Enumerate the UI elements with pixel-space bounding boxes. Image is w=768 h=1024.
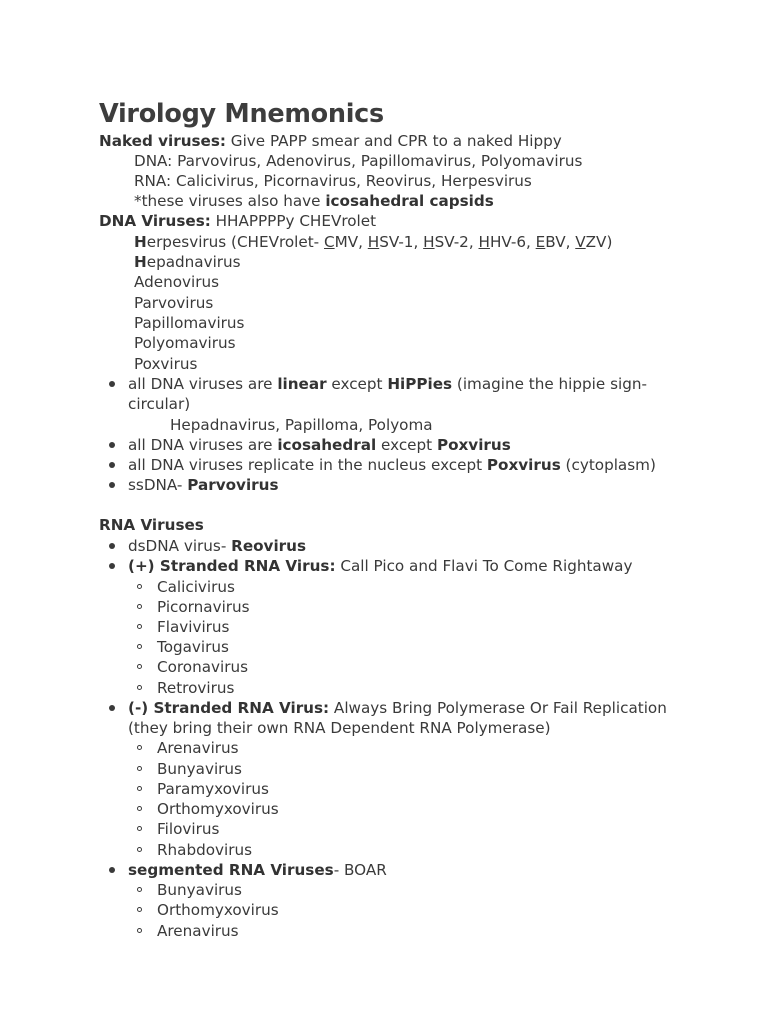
naked-note-line [134,191,494,211]
herpes-h3-rest: HV-6, [489,233,536,251]
nucleus-text-a: all DNA viruses replicate in the nucleus except [128,456,487,474]
linear-text-c: except [326,375,388,393]
linear-bullet-wrap: circular) [128,395,191,413]
nucleus-bullet-line [128,455,656,475]
sub-bullet-marker [137,928,142,933]
plus-strand-item: Togavirus [157,638,229,656]
sub-bullet-marker [137,745,142,750]
herpes-initial: H [134,233,147,251]
naked-viruses-label: Naked viruses: [99,132,226,150]
dna-viruses-label: DNA Viruses: [99,212,211,230]
sub-bullet-marker [137,826,142,831]
naked-viruses-mnemonic: Give PAPP smear and CPR to a naked Hippy [225,132,562,150]
segmented-item: Orthomyxovirus [157,901,279,919]
dna-viruses-line [99,211,376,231]
herpesvirus-line [134,232,612,252]
herpes-h1: H [367,233,380,251]
minus-strand-mnemonic: Always Bring Polymerase Or Fail Replication [329,699,667,717]
plus-strand-item: Flavivirus [157,618,230,636]
plus-strand-label: (+) Stranded RNA Virus: [128,557,336,575]
naked-dna-line: DNA: Parvovirus, Adenovirus, Papillomavirus, Polyomavirus [134,152,583,170]
plus-strand-item: Calicivirus [157,578,235,596]
sub-bullet-marker [137,907,142,912]
dna-viruses-mnemonic: HHAPPPPy CHEVrolet [210,212,377,230]
plus-strand-mnemonic: Call Pico and Flavi To Come Rightaway [335,557,633,575]
minus-strand-item: Bunyavirus [157,760,242,778]
minus-strand-item: Filovirus [157,820,220,838]
dna-list-item: Adenovirus [134,273,220,291]
sub-bullet-marker [137,624,142,629]
herpes-v: V [575,233,586,251]
nucleus-poxvirus: Poxvirus [486,456,561,474]
herpes-e-rest: BV, [545,233,576,251]
linear-bold: linear [277,375,327,393]
bullet-marker [109,381,115,387]
sub-bullet-marker [137,604,142,609]
plus-strand-item: Retrovirus [157,679,235,697]
bullet-marker [109,705,115,711]
icosa-text-a: all DNA viruses are [128,436,278,454]
bullet-marker [109,442,115,448]
minus-strand-bullet-line [128,698,667,718]
sub-bullet-marker [137,806,142,811]
bullet-marker [109,563,115,569]
minus-strand-label: (-) Stranded RNA Virus: [128,699,330,717]
segmented-item: Arenavirus [157,922,239,940]
bullet-marker [109,482,115,488]
dsdna-bullet-line [128,536,306,556]
sub-bullet-marker [137,584,142,589]
plus-strand-item: Picornavirus [157,598,250,616]
herpes-h2-rest: SV-2, [434,233,479,251]
page-title: Virology Mnemonics [99,99,384,129]
bullet-marker [109,462,115,468]
hepadna-initial: H [134,253,147,271]
bullet-marker [109,867,115,873]
minus-strand-wrap: (they bring their own RNA Dependent RNA Polymerase) [128,719,551,737]
sub-bullet-marker [137,847,142,852]
minus-strand-item: Rhabdovirus [157,841,253,859]
icosahedral-bullet-line [128,435,511,455]
sub-bullet-marker [137,766,142,771]
linear-bullet-line [128,374,647,394]
linear-exceptions-line: Hepadnavirus, Papilloma, Polyoma [170,416,433,434]
rna-viruses-heading: RNA Viruses [99,516,204,534]
dna-list-item: Parvovirus [134,294,214,312]
naked-note-bold: icosahedral capsids [325,192,494,210]
dsdna-reovirus: Reovirus [231,537,307,555]
sub-bullet-marker [137,685,142,690]
dsdna-text: dsDNA virus- [128,537,232,555]
ssdna-parvovirus: Parvovirus [187,476,279,494]
herpes-h3: H [478,233,490,251]
bullet-marker [109,543,115,549]
plus-strand-bullet-line [128,556,632,576]
segmented-bullet-line [128,860,387,880]
linear-text-e: (imagine the hippie sign- [452,375,647,393]
herpes-text: erpesvirus (CHEVrolet- [146,233,324,251]
sub-bullet-marker [137,664,142,669]
naked-rna-line: RNA: Calicivirus, Picornavirus, Reovirus, Herpesvirus [134,172,532,190]
herpes-c: C [324,233,335,251]
herpes-c-rest: MV, [334,233,368,251]
icosa-poxvirus: Poxvirus [436,436,511,454]
minus-strand-item: Paramyxovirus [157,780,269,798]
icosa-bold: icosahedral [277,436,377,454]
herpes-e: E [535,233,546,251]
sub-bullet-marker [137,786,142,791]
minus-strand-item: Arenavirus [157,739,239,757]
herpes-h1-rest: SV-1, [379,233,424,251]
ssdna-text: ssDNA- [128,476,188,494]
herpes-h2: H [423,233,435,251]
hepadnavirus-line [134,252,241,272]
naked-viruses-line [99,131,562,151]
dna-list-item: Poxvirus [134,355,198,373]
segmented-item: Bunyavirus [157,881,242,899]
hippies-bold: HiPPies [387,375,453,393]
icosa-text-c: except [376,436,437,454]
sub-bullet-marker [137,887,142,892]
sub-bullet-marker [137,644,142,649]
plus-strand-item: Coronavirus [157,658,249,676]
segmented-mnemonic: - BOAR [333,861,387,879]
hepadna-text: epadnavirus [146,253,241,271]
dna-list-item: Papillomavirus [134,314,245,332]
linear-text-a: all DNA viruses are [128,375,278,393]
nucleus-text-c: (cytoplasm) [560,456,656,474]
ssdna-bullet-line [128,475,279,495]
segmented-label: segmented RNA Viruses [128,861,334,879]
dna-list-item: Polyomavirus [134,334,236,352]
herpes-v-rest: ZV) [585,233,613,251]
naked-note-text: *these viruses also have [134,192,326,210]
minus-strand-item: Orthomyxovirus [157,800,279,818]
